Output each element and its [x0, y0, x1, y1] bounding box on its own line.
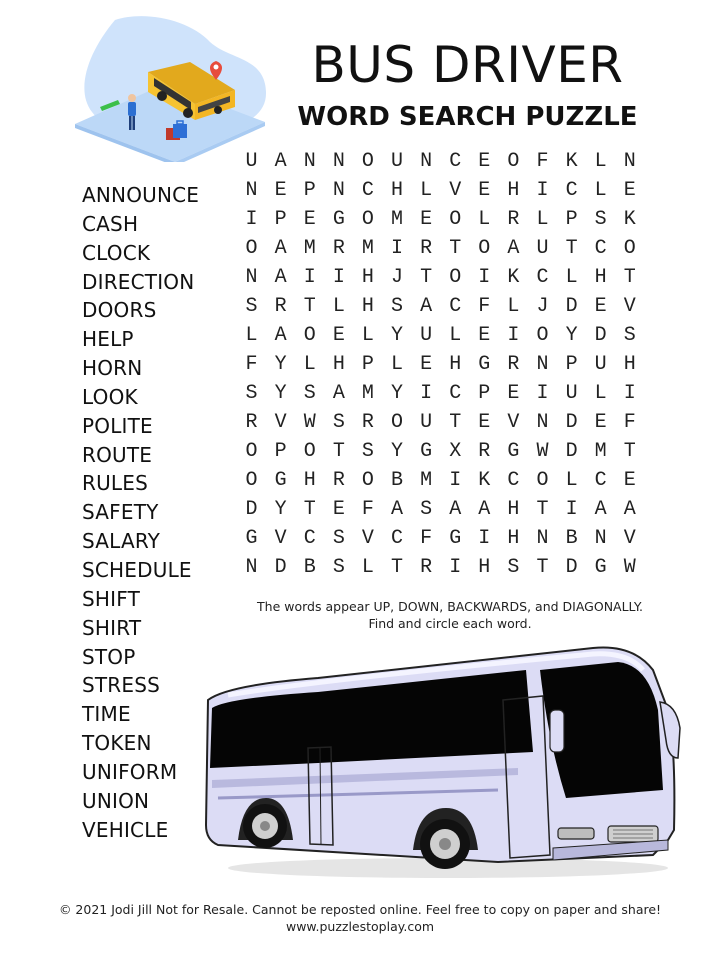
grid-letter: I: [536, 382, 549, 405]
grid-letter: J: [391, 266, 404, 289]
grid-letter: A: [332, 382, 345, 405]
grid-letter: N: [623, 150, 636, 173]
grid-letter: F: [623, 411, 636, 434]
grid-letter: E: [478, 324, 491, 347]
word-list-item: ANNOUNCE: [82, 183, 200, 207]
grid-letter: R: [274, 295, 287, 318]
grid-letter: D: [565, 440, 578, 463]
grid-letter: Y: [391, 324, 404, 347]
grid-letter: D: [594, 324, 607, 347]
grid-letter: O: [449, 266, 462, 289]
grid-letter: L: [594, 179, 607, 202]
grid-letter: K: [478, 469, 491, 492]
grid-letter: X: [449, 440, 462, 463]
grid-letter: V: [274, 411, 287, 434]
grid-letter: H: [507, 527, 520, 550]
grid-letter: G: [449, 527, 462, 550]
grid-letter: G: [245, 527, 258, 550]
grid-letter: S: [391, 295, 404, 318]
grid-letter: O: [478, 237, 491, 260]
grid-letter: E: [478, 179, 491, 202]
word-list-item: ROUTE: [82, 442, 153, 467]
grid-letter: E: [420, 353, 433, 376]
grid-letter: T: [332, 440, 345, 463]
grid-letter: U: [420, 411, 433, 434]
word-list-item: HORN: [82, 356, 143, 381]
grid-letter: H: [361, 295, 374, 318]
grid-letter: L: [594, 150, 607, 173]
word-list-item: TOKEN: [82, 731, 152, 756]
grid-letter: T: [449, 237, 462, 260]
grid-letter: A: [623, 498, 636, 521]
grid-letter: O: [361, 469, 374, 492]
grid-letter: H: [449, 353, 462, 376]
word-list-item: SHIFT: [82, 586, 141, 611]
grid-letter: I: [478, 527, 491, 550]
grid-letter: S: [361, 440, 374, 463]
website-link[interactable]: www.puzzlestoplay.com: [285, 919, 435, 934]
grid-letter: R: [420, 556, 433, 579]
grid-letter: S: [332, 411, 345, 434]
grid-letter: C: [449, 150, 462, 173]
grid-letter: T: [623, 266, 636, 289]
grid-letter: R: [361, 411, 374, 434]
grid-letter: C: [449, 382, 462, 405]
grid-letter: A: [507, 237, 520, 260]
grid-letter: Y: [274, 382, 287, 405]
grid-letter: U: [565, 382, 578, 405]
grid-letter: S: [245, 382, 258, 405]
bus-station-illustration: [70, 12, 270, 162]
grid-letter: L: [594, 382, 607, 405]
grid-letter: N: [245, 266, 258, 289]
grid-letter: O: [361, 208, 374, 231]
grid-letter: C: [565, 179, 578, 202]
grid-letter: T: [623, 440, 636, 463]
grid-letter: L: [478, 208, 491, 231]
grid-letter: E: [478, 150, 491, 173]
grid-letter: R: [478, 440, 491, 463]
grid-letter: V: [361, 527, 374, 550]
grid-letter: T: [536, 556, 549, 579]
word-list: [82, 181, 199, 844]
grid-letter: I: [449, 469, 462, 492]
grid-letter: C: [449, 295, 462, 318]
word-list-item: RULES: [82, 471, 149, 496]
grid-letter: V: [274, 527, 287, 550]
grid-letter: U: [245, 150, 258, 173]
grid-letter: N: [245, 556, 258, 579]
grid-letter: F: [420, 527, 433, 550]
grid-letter: R: [507, 353, 520, 376]
copyright-notice: © 2021 Jodi Jill Not for Resale. Cannot be reposted online. Feel free to copy on paper and share!: [58, 902, 662, 917]
grid-letter: S: [303, 382, 316, 405]
grid-letter: O: [536, 324, 549, 347]
grid-letter: R: [507, 208, 520, 231]
grid-letter: A: [274, 324, 287, 347]
grid-letter: L: [361, 556, 374, 579]
grid-letter: C: [536, 266, 549, 289]
grid-letter: T: [420, 266, 433, 289]
word-list-item: LOOK: [82, 384, 138, 409]
word-list-item: HELP: [82, 327, 134, 352]
grid-letter: I: [303, 266, 316, 289]
word-list-item: VEHICLE: [82, 817, 169, 842]
grid-letter: L: [303, 353, 316, 376]
grid-letter: E: [478, 411, 491, 434]
grid-letter: N: [245, 179, 258, 202]
grid-letter: O: [391, 411, 404, 434]
grid-letter: O: [245, 440, 258, 463]
grid-letter: C: [361, 179, 374, 202]
grid-letter: G: [420, 440, 433, 463]
grid-letter: H: [303, 469, 316, 492]
grid-letter: D: [274, 556, 287, 579]
grid-letter: O: [245, 237, 258, 260]
grid-letter: O: [303, 440, 316, 463]
word-list-item: UNION: [82, 788, 150, 813]
grid-letter: H: [478, 556, 491, 579]
grid-letter: E: [303, 208, 316, 231]
grid-letter: D: [565, 556, 578, 579]
instructions: [240, 598, 660, 632]
letter-grid: [237, 147, 644, 582]
grid-letter: D: [245, 498, 258, 521]
grid-letter: G: [478, 353, 491, 376]
grid-letter: A: [274, 150, 287, 173]
grid-letter: F: [478, 295, 491, 318]
grid-letter: F: [361, 498, 374, 521]
grid-letter: N: [303, 150, 316, 173]
grid-letter: P: [274, 208, 287, 231]
grid-letter: C: [507, 469, 520, 492]
grid-letter: O: [507, 150, 520, 173]
grid-letter: I: [536, 179, 549, 202]
grid-letter: P: [478, 382, 491, 405]
grid-letter: M: [303, 237, 316, 260]
grid-letter: M: [420, 469, 433, 492]
grid-letter: I: [478, 266, 491, 289]
grid-letter: T: [303, 498, 316, 521]
grid-letter: A: [420, 295, 433, 318]
grid-letter: O: [303, 324, 316, 347]
grid-letter: A: [391, 498, 404, 521]
grid-letter: K: [565, 150, 578, 173]
grid-letter: I: [420, 382, 433, 405]
grid-letter: A: [274, 266, 287, 289]
grid-letter: H: [507, 179, 520, 202]
word-list-item: SCHEDULE: [82, 557, 192, 582]
grid-letter: S: [245, 295, 258, 318]
word-list-item: SAFETY: [82, 500, 159, 525]
grid-letter: G: [274, 469, 287, 492]
grid-letter: U: [594, 353, 607, 376]
grid-letter: R: [332, 237, 345, 260]
grid-letter: L: [332, 295, 345, 318]
grid-letter: H: [361, 266, 374, 289]
grid-letter: F: [245, 353, 258, 376]
grid-letter: E: [420, 208, 433, 231]
grid-letter: M: [594, 440, 607, 463]
grid-letter: U: [536, 237, 549, 260]
grid-letter: M: [361, 237, 374, 260]
grid-letter: B: [565, 527, 578, 550]
grid-letter: I: [332, 266, 345, 289]
grid-letter: C: [391, 527, 404, 550]
word-list-item: UNIFORM: [82, 759, 178, 784]
grid-letter: U: [391, 150, 404, 173]
word-list-item: POLITE: [82, 413, 153, 438]
grid-letter: C: [594, 237, 607, 260]
headlight: [558, 828, 594, 839]
grid-letter: N: [536, 353, 549, 376]
word-list-item: STRESS: [82, 673, 161, 698]
grid-letter: I: [449, 556, 462, 579]
grid-letter: T: [449, 411, 462, 434]
grid-letter: H: [391, 179, 404, 202]
grid-letter: G: [594, 556, 607, 579]
grid-letter: L: [420, 179, 433, 202]
grid-letter: E: [332, 324, 345, 347]
word-list-item: DIRECTION: [82, 269, 195, 294]
grid-letter: L: [449, 324, 462, 347]
grid-letter: E: [274, 179, 287, 202]
grid-letter: S: [420, 498, 433, 521]
grid-letter: A: [594, 498, 607, 521]
grid-letter: N: [332, 179, 345, 202]
grid-letter: G: [507, 440, 520, 463]
grid-letter: P: [565, 353, 578, 376]
word-list-item: CLOCK: [82, 240, 151, 265]
grid-letter: B: [391, 469, 404, 492]
grid-letter: E: [623, 469, 636, 492]
grid-letter: S: [332, 556, 345, 579]
grid-letter: P: [565, 208, 578, 231]
grid-letter: W: [536, 440, 549, 463]
grid-letter: W: [623, 556, 636, 579]
word-list-item: SHIRT: [82, 615, 142, 640]
grid-letter: Y: [274, 353, 287, 376]
grid-letter: Y: [391, 440, 404, 463]
grid-letter: P: [274, 440, 287, 463]
grid-letter: I: [623, 382, 636, 405]
grid-letter: Y: [391, 382, 404, 405]
grid-letter: E: [594, 411, 607, 434]
grid-letter: G: [332, 208, 345, 231]
grid-letter: I: [245, 208, 258, 231]
grid-letter: Y: [274, 498, 287, 521]
word-list-item: CASH: [82, 211, 139, 236]
grid-letter: L: [391, 353, 404, 376]
page-subtitle: WORD SEARCH PUZZLE: [297, 102, 638, 132]
instructions-line-1: The words appear UP, DOWN, BACKWARDS, and DIAGONALLY.: [257, 599, 643, 614]
grid-letter: H: [507, 498, 520, 521]
word-list-item: TIME: [82, 702, 131, 727]
grid-letter: L: [361, 324, 374, 347]
grid-letter: L: [245, 324, 258, 347]
grid-letter: T: [565, 237, 578, 260]
grid-letter: H: [623, 353, 636, 376]
grid-letter: C: [594, 469, 607, 492]
grid-letter: D: [565, 411, 578, 434]
grid-letter: A: [449, 498, 462, 521]
grid-letter: A: [274, 237, 287, 260]
grid-letter: T: [303, 295, 316, 318]
grid-letter: S: [594, 208, 607, 231]
grid-letter: E: [507, 382, 520, 405]
footer: [0, 901, 720, 935]
grid-letter: W: [303, 411, 316, 434]
grid-letter: V: [449, 179, 462, 202]
grid-letter: K: [623, 208, 636, 231]
grid-letter: L: [507, 295, 520, 318]
grid-letter: N: [332, 150, 345, 173]
grid-letter: E: [594, 295, 607, 318]
grid-letter: M: [361, 382, 374, 405]
grid-letter: U: [420, 324, 433, 347]
grid-letter: O: [361, 150, 374, 173]
grid-letter: H: [332, 353, 345, 376]
grid-letter: L: [565, 266, 578, 289]
grid-letter: V: [623, 295, 636, 318]
grid-letter: S: [332, 527, 345, 550]
grid-letter: R: [332, 469, 345, 492]
grid-letter: L: [565, 469, 578, 492]
grid-letter: T: [391, 556, 404, 579]
grid-letter: M: [391, 208, 404, 231]
grid-letter: I: [391, 237, 404, 260]
grid-letter: A: [478, 498, 491, 521]
grid-letter: L: [536, 208, 549, 231]
grid-letter: R: [420, 237, 433, 260]
grid-letter: S: [507, 556, 520, 579]
grid-letter: R: [245, 411, 258, 434]
grid-letter: O: [245, 469, 258, 492]
grid-letter: F: [536, 150, 549, 173]
grid-letter: T: [536, 498, 549, 521]
grid-letter: P: [361, 353, 374, 376]
grid-letter: P: [303, 179, 316, 202]
grid-letter: E: [623, 179, 636, 202]
grid-letter: E: [332, 498, 345, 521]
grid-letter: O: [449, 208, 462, 231]
grid-letter: Y: [565, 324, 578, 347]
word-list-item: DOORS: [82, 298, 157, 323]
grid-letter: K: [507, 266, 520, 289]
grid-letter: N: [420, 150, 433, 173]
grid-letter: V: [623, 527, 636, 550]
grid-letter: C: [303, 527, 316, 550]
grid-letter: D: [565, 295, 578, 318]
coach-bus-illustration: [198, 640, 688, 885]
grid-letter: V: [507, 411, 520, 434]
word-list-item: SALARY: [82, 529, 161, 554]
grid-letter: N: [536, 411, 549, 434]
grid-letter: J: [536, 295, 549, 318]
grid-letter: I: [507, 324, 520, 347]
grid-letter: O: [623, 237, 636, 260]
grid-letter: N: [594, 527, 607, 550]
grid-letter: O: [536, 469, 549, 492]
page-title: BUS DRIVER: [311, 36, 624, 94]
grid-letter: N: [536, 527, 549, 550]
grid-letter: I: [565, 498, 578, 521]
grid-letter: H: [594, 266, 607, 289]
grid-letter: B: [303, 556, 316, 579]
grid-letter: S: [623, 324, 636, 347]
instructions-line-2: Find and circle each word.: [368, 616, 532, 631]
word-list-item: STOP: [82, 644, 136, 669]
